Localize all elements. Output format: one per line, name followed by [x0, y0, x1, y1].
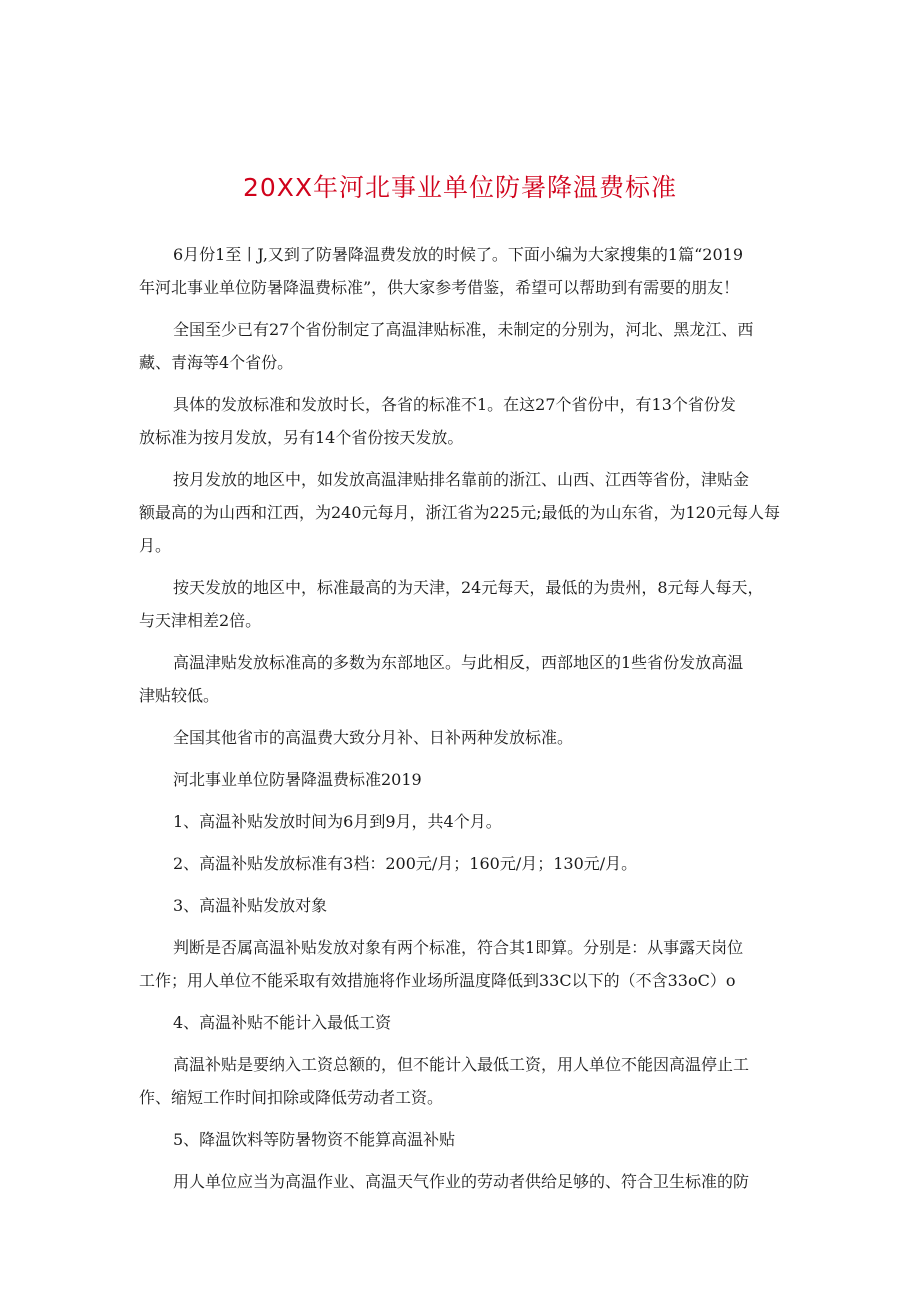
paragraph-1-line-1: 6月份1至丨J,又到了防暑降温费发放的时候了。下面小编为大家搜集的1篇“2019: [173, 245, 744, 264]
paragraph-8-line-1: 河北事业单位防暑降温费标准2019: [173, 770, 422, 789]
paragraph-8: [173, 763, 797, 796]
paragraph-4-line-1: 按月发放的地区中，如发放高温津贴排名靠前的浙江、山西、江西等省份，津贴金: [173, 470, 750, 489]
paragraph-16-line-1: 用人单位应当为高温作业、高温天气作业的劳动者供给足够的、符合卫生标准的防: [173, 1172, 750, 1191]
paragraph-15-line-1: 5、降温饮料等防暑物资不能算高温补贴: [173, 1130, 456, 1149]
paragraph-9-line-1: 1、高温补贴发放时间为6月到9月，共4个月。: [173, 812, 502, 831]
paragraph-11-line-1: 3、高温补贴发放对象: [173, 896, 328, 915]
paragraph-5-line-2: 与天津相差2倍。: [139, 611, 262, 630]
paragraph-3-line-1: 具体的发放标准和发放时长，各省的标准不1。在这27个省份中，有13个省份发: [173, 395, 736, 414]
paragraph-6-line-1: 高温津贴发放标准高的多数为东部地区。与此相反，西部地区的1些省份发放高温: [173, 653, 744, 672]
paragraph-14-line-1: 高温补贴是要纳入工资总额的，但不能计入最低工资，用人单位不能因高温停止工: [173, 1055, 750, 1074]
paragraph-12: [139, 931, 797, 997]
paragraph-5-line-1: 按天发放的地区中，标准最高的为天津，24元每天，最低的为贵州，8元每人每天，: [173, 578, 764, 597]
paragraph-14: [139, 1048, 797, 1114]
paragraph-1-line-2: 年河北事业单位防暑降温费标准”，供大家参考借鉴，希望可以帮助到有需要的朋友！: [139, 278, 740, 297]
paragraph-3-line-2: 放标准为按月发放，另有14个省份按天发放。: [139, 428, 464, 447]
paragraph-11: [173, 889, 797, 922]
paragraph-10-line-1: 2、高温补贴发放标准有3档：200元/月；160元/月；130元/月。: [173, 854, 638, 873]
paragraph-6: [139, 646, 797, 712]
paragraph-12-line-2: 工作；用人单位不能采取有效措施将作业场所温度降低到33C以下的（不含33oC）o: [139, 971, 736, 990]
document-title: 20XX年河北事业单位防暑降温费标准: [242, 173, 678, 202]
paragraph-6-line-2: 津贴较低。: [139, 686, 220, 705]
paragraph-7: [173, 721, 797, 754]
paragraph-5: [139, 571, 797, 637]
paragraph-4-line-2: 额最高的为山西和江西，为240元每月，浙江省为225元;最低的为山东省，为120元每人每月。: [139, 503, 781, 555]
paragraph-4: [139, 463, 797, 562]
paragraph-14-line-2: 作、缩短工作时间扣除或降低劳动者工资。: [139, 1088, 444, 1107]
paragraph-7-line-1: 全国其他省市的高温费大致分月补、日补两种发放标准。: [173, 728, 574, 747]
paragraph-13-line-1: 4、高温补贴不能计入最低工资: [173, 1013, 392, 1032]
paragraph-2-line-1: 全国至少已有27个省份制定了高温津贴标准，未制定的分别为，河北、黑龙江、西: [173, 320, 754, 339]
paragraph-13: [173, 1006, 797, 1039]
paragraph-16: [173, 1165, 797, 1198]
paragraph-12-line-1: 判断是否属高温补贴发放对象有两个标准，符合其1即算。分别是：从事露天岗位: [173, 938, 744, 957]
paragraph-1: [139, 238, 797, 304]
paragraph-9: [173, 805, 797, 838]
paragraph-3: [139, 388, 797, 454]
document-body: [139, 238, 797, 1207]
paragraph-2-line-2: 藏、青海等4个省份。: [139, 353, 294, 372]
paragraph-10: [173, 847, 797, 880]
paragraph-15: [173, 1123, 797, 1156]
paragraph-2: [139, 313, 797, 379]
